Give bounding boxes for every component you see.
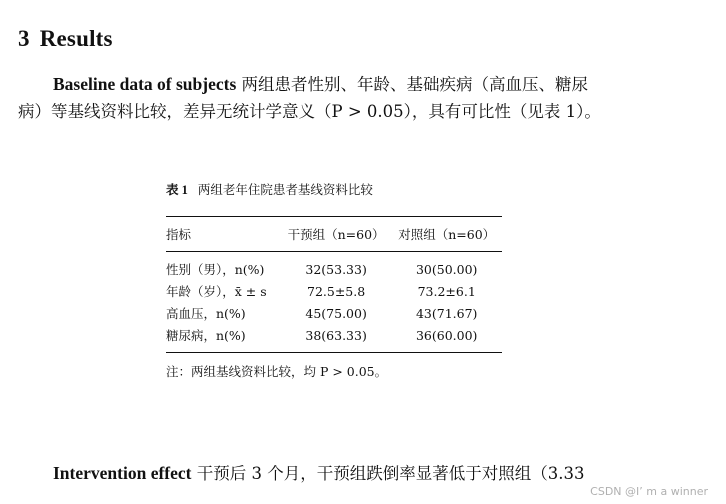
paragraph-text-line-1: 两组患者性别、年龄、基础疾病（高血压、糖尿	[236, 75, 589, 94]
table-cell: 年龄（岁），x̄ ± s	[166, 284, 267, 299]
table-header-cell: 指标	[166, 227, 192, 242]
paragraph-lead-baseline: Baseline data of subjects	[53, 74, 237, 94]
table-cell: 32(53.33)	[305, 261, 367, 277]
table-cell: 高血压，n(%)	[166, 306, 246, 321]
table-row	[166, 280, 502, 302]
table-cell: 性别（男），n(%)	[166, 262, 265, 277]
paragraph-text-intervention: 干预后 3 个月，干预组跌倒率显著低于对照组（3.33	[191, 464, 585, 483]
intervention-paragraph	[53, 460, 693, 487]
table-cell: 72.5±5.8	[307, 283, 366, 299]
baseline-paragraph	[18, 71, 688, 125]
table-cell: 45(75.00)	[305, 305, 367, 321]
table-note: 注：两组基线资料比较，均 P > 0.05。	[166, 364, 388, 379]
table-cell: 43(71.67)	[415, 305, 478, 321]
table-header-cell: 对照组（n=60）	[398, 227, 496, 242]
table-cell: 糖尿病，n(%)	[166, 328, 246, 343]
table-row	[166, 302, 502, 324]
section-title: Results	[39, 26, 113, 51]
table-caption	[166, 180, 373, 198]
paragraph-lead-intervention: Intervention effect	[53, 463, 192, 483]
table-row	[166, 324, 502, 353]
table-cell: 73.2±6.1	[417, 283, 476, 299]
table-cell: 30(50.00)	[415, 261, 478, 277]
watermark: CSDN @I’ m a winner	[590, 485, 708, 498]
paragraph-line-1	[18, 71, 688, 98]
section-number: 3	[18, 26, 30, 51]
table-row	[166, 252, 502, 281]
table-header-cell: 干预组（n=60）	[287, 227, 385, 242]
table-cell: 38(63.33)	[305, 327, 367, 343]
table-caption-label: 表 1	[166, 183, 188, 197]
table-caption-text: 两组老年住院患者基线资料比较	[197, 182, 373, 197]
baseline-table-container	[166, 216, 502, 353]
paragraph-text-line-2: 病）等基线资料比较，差异无统计学意义（P > 0.05），具有可比性（见表 1）。	[18, 102, 601, 121]
baseline-table	[166, 216, 502, 353]
table-header-row	[166, 217, 502, 252]
section-heading	[18, 26, 113, 52]
table-cell: 36(60.00)	[415, 327, 478, 343]
